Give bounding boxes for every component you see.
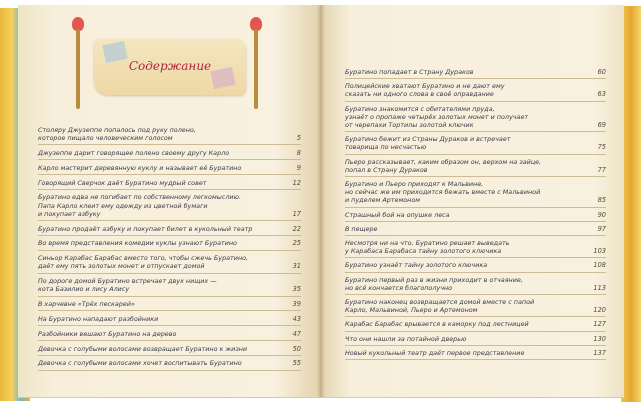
toc-divider	[38, 296, 301, 297]
banner-pole-right	[254, 29, 258, 109]
toc-divider	[345, 331, 606, 332]
toc-entry-text: Буратино и Пьеро приходят к Мальвине,	[345, 180, 484, 188]
toc-entry-text: Джузеппе дарит говорящее полено своему другу Карло	[38, 149, 230, 157]
toc-page-number: 22	[292, 224, 301, 233]
toc-entry-text: Во время представления комедии куклы узнают Буратино	[38, 239, 237, 248]
toc-page-number: 31	[292, 262, 301, 271]
toc-entry-text: Полицейские хватают Буратино и не дают ему	[345, 82, 505, 91]
toc-page-number: 9	[296, 163, 301, 172]
toc-entry-text: Синьор Карабас Барабас вместо того, чтобы сжечь Буратино,	[38, 254, 249, 263]
toc-divider	[38, 220, 301, 221]
toc-entry-text: Буратино бежит из Страны Дураков и встречает	[345, 135, 511, 144]
toc-entry-text: но сейчас же им приходится бежать вместе с Мальвиной	[345, 188, 541, 197]
toc-divider	[345, 272, 606, 273]
toc-entry-text: На Буратино нападают разбойники	[38, 315, 159, 323]
toc-entry-text: В пещере	[345, 224, 378, 233]
toc-entry-text: попал в Страну Дураков	[345, 165, 428, 174]
toc-entry-text: сказать ни одного слова в своё оправдание	[345, 90, 494, 99]
toc-page-number: 55	[292, 359, 301, 368]
toc-divider	[38, 370, 301, 371]
toc-page-number: 63	[597, 90, 606, 99]
toc-divider	[38, 159, 301, 160]
toc-page-number: 69	[597, 121, 606, 129]
toc-entry-text: Буратино узнаёт тайну золотого ключика	[345, 261, 488, 270]
toc-page-number: 35	[292, 285, 301, 294]
toc-entry-text: По дороге домой Буратино встречает двух нищих —	[38, 277, 217, 286]
cover-right-edge	[621, 6, 641, 402]
toc-entry-text: у Карабаса Барабаса тайну золотого ключика	[345, 247, 502, 256]
toc-entry-text: которое пищало человеческим голосом	[38, 134, 173, 143]
toc-divider	[345, 154, 606, 155]
right-page	[321, 5, 624, 398]
toc-entry-text: Новый кукольный театр даёт первое представление	[345, 348, 525, 357]
toc-divider	[345, 257, 606, 258]
toc-entry-text: Девочка с голубыми волосами хочет воспитывать Буратино	[38, 359, 242, 368]
toc-entry-text: узнаёт о пропаже четырёх золотых монет и получает	[345, 112, 529, 121]
toc-entry-text: но всё кончается благополучно	[345, 283, 453, 292]
toc-page-number: 60	[597, 68, 606, 76]
toc-entry-text: Карло мастерит деревянную куклу и называет её Буратино	[38, 163, 242, 172]
toc-divider	[345, 221, 606, 222]
toc-divider	[345, 176, 606, 177]
toc-divider	[38, 144, 301, 145]
toc-entry-text: Буратино знакомится с обитателями пруда,	[345, 104, 495, 113]
toc-page-number: 85	[597, 196, 606, 205]
toc-divider	[38, 340, 301, 341]
toc-page-number: 50	[292, 344, 301, 353]
toc-entry-text: даёт ему пять золотых монет и отпускает домой	[38, 262, 205, 271]
title-banner	[76, 17, 266, 112]
toc-divider	[345, 316, 606, 317]
toc-page-number: 113	[593, 283, 606, 292]
toc-entry-text: Папа Карло клеит ему одежду из цветной бумаги	[38, 201, 208, 210]
toc-entry-text: Столяру Джузеппе попалось под руку полено,	[38, 126, 196, 134]
toc-page-number: 17	[292, 209, 301, 218]
toc-entry-text: Буратино едва не погибает по собственному легкомыслию.	[38, 193, 241, 202]
toc-entry-text: Говорящий Сверчок даёт Буратино мудрый совет	[38, 178, 207, 187]
page-title: Содержание	[128, 59, 212, 73]
toc-divider	[345, 345, 606, 346]
toc-entry-text: и пуделем Артемоном	[345, 196, 421, 205]
toc-page-number: 39	[292, 300, 301, 309]
toc-entry-text: Буратино первый раз в жизни приходит в отчаяние,	[345, 275, 523, 284]
toc-divider	[38, 273, 301, 274]
open-book	[18, 5, 624, 400]
toc-entry-text: Девочка с голубыми волосами возвращает Буратино к жизни	[38, 344, 248, 353]
toc-divider	[38, 235, 301, 236]
toc-divider	[38, 355, 301, 356]
toc-page-number: 47	[292, 329, 301, 338]
toc-page-number: 137	[593, 348, 606, 357]
toc-divider	[345, 207, 606, 208]
toc-divider	[345, 235, 606, 236]
toc-page-number: 120	[593, 306, 606, 315]
toc-entry-text: Страшный бой на опушке леса	[345, 210, 450, 219]
toc-entry-text: Пьеро рассказывает, каким образом он, верхом на зайце,	[345, 157, 542, 166]
toc-divider	[38, 310, 301, 311]
toc-entry-text: Несмотря ни на что, Буратино решает выведать	[345, 239, 510, 247]
toc-page-number: 127	[593, 320, 606, 329]
toc-entry-text: Что они нашли за потайной дверью	[345, 334, 467, 343]
toc-page-number: 5	[296, 134, 301, 143]
toc-page-number: 43	[292, 315, 301, 323]
toc-entry-text: кота Базилио и лису Алису	[38, 285, 130, 294]
toc-page-number: 103	[593, 247, 606, 256]
banner-pole-left	[76, 29, 80, 109]
toc-divider	[38, 174, 301, 175]
toc-page-number: 75	[597, 143, 606, 152]
toc-entry-text: товарища по несчастью	[345, 143, 427, 152]
toc-entry-text: от черепахи Тортилы золотой ключик	[345, 121, 474, 129]
toc-divider	[345, 359, 606, 360]
toc-divider	[345, 131, 606, 132]
toc-page-number: 90	[597, 210, 606, 219]
toc-divider	[38, 250, 301, 251]
toc-divider	[345, 78, 606, 79]
toc-entry-text: Буратино продаёт азбуку и покупает билет в кукольный театр	[38, 224, 253, 233]
toc-entry-text: Разбойники вешают Буратино на дерево	[38, 329, 177, 338]
toc-page-number: 97	[597, 224, 606, 233]
toc-page-number: 108	[593, 261, 606, 270]
toc-page-number: 12	[292, 178, 301, 187]
toc-divider	[345, 101, 606, 102]
toc-divider	[38, 325, 301, 326]
toc-entry-text: В харчевне «Трёх пескарей»	[38, 300, 135, 309]
toc-entry-text: Буратино наконец возвращается домой вместе с папой	[345, 298, 535, 306]
toc-entry-text: и покупает азбуку	[38, 209, 101, 218]
left-page	[18, 5, 321, 398]
toc-entry-text: Карабас Барабас врывается в каморку под лестницей	[345, 320, 529, 329]
toc-divider	[345, 294, 606, 295]
toc-entry-text: Карло, Мальвиной, Пьеро и Артемоном	[345, 306, 478, 315]
toc-page-number: 8	[296, 149, 301, 157]
toc-page-number: 130	[593, 334, 606, 343]
toc-divider	[38, 189, 301, 190]
toc-page-number: 77	[597, 165, 606, 174]
toc-page-number: 25	[292, 239, 301, 248]
toc-entry-text: Буратино попадает в Страну Дураков	[345, 68, 474, 76]
book-spine	[317, 5, 325, 397]
